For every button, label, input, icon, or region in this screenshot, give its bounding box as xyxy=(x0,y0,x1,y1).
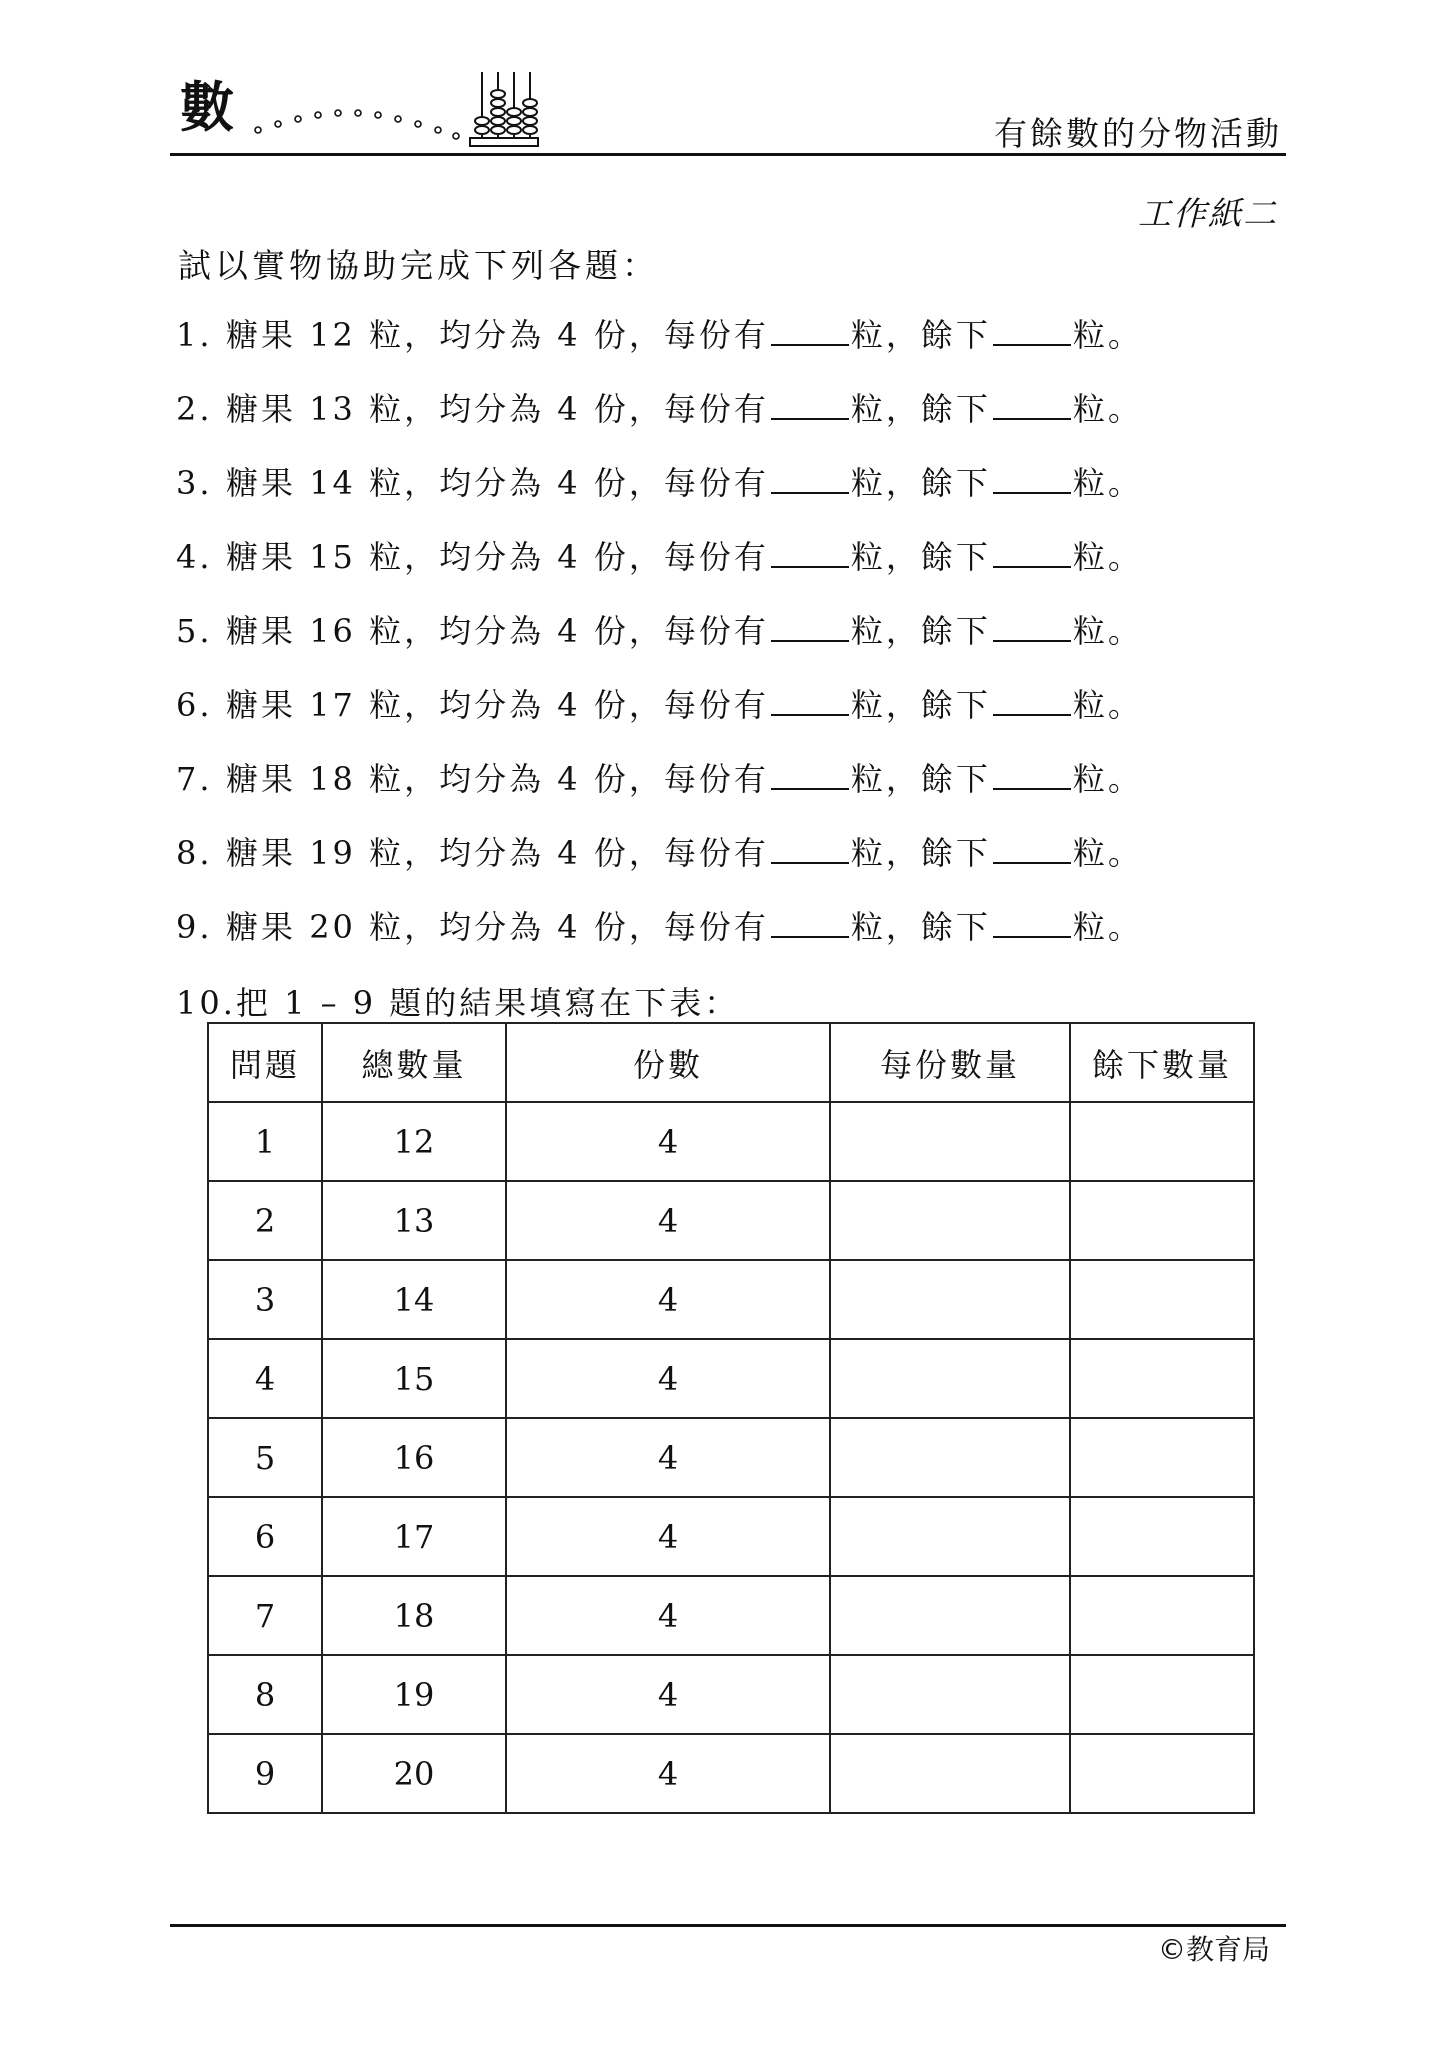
question-each-text: ，每份有 xyxy=(628,908,769,946)
question-number: 1. xyxy=(176,316,213,354)
cell-remainder[interactable] xyxy=(1070,1734,1254,1813)
question-each-text: ，每份有 xyxy=(628,390,769,428)
question-remain-text: ，餘下 xyxy=(885,760,991,798)
cell-remainder[interactable] xyxy=(1070,1260,1254,1339)
question-parts-unit: 份 xyxy=(593,834,629,872)
cell-total: 13 xyxy=(322,1181,506,1260)
cell-remainder[interactable] xyxy=(1070,1102,1254,1181)
answer-remainder-blank[interactable] xyxy=(993,760,1071,790)
header-total: 總數量 xyxy=(322,1023,506,1102)
question-end: 粒。 xyxy=(1072,316,1143,354)
question-unit2: 粒 xyxy=(850,316,886,354)
question-prefix: 糖果 xyxy=(226,760,297,798)
cell-total: 17 xyxy=(322,1497,506,1576)
copyright-text: ©教育局 xyxy=(1157,1933,1270,1966)
question-remain-text: ，餘下 xyxy=(885,390,991,428)
cell-parts: 4 xyxy=(506,1102,830,1181)
question-unit2: 粒 xyxy=(850,390,886,428)
logo-character: 數 xyxy=(180,76,232,139)
answer-each-blank[interactable] xyxy=(771,908,849,938)
question-end: 粒。 xyxy=(1072,686,1143,724)
question-unit2: 粒 xyxy=(850,612,886,650)
question-item xyxy=(176,680,1143,754)
cell-parts: 4 xyxy=(506,1181,830,1260)
question-parts: 4 xyxy=(557,316,581,354)
question-divide-text: ，均分為 xyxy=(404,760,545,798)
question-number: 9. xyxy=(176,908,213,946)
question-divide-text: ，均分為 xyxy=(404,908,545,946)
question-divide-text: ，均分為 xyxy=(404,686,545,724)
question-parts: 4 xyxy=(557,464,581,502)
cell-remainder[interactable] xyxy=(1070,1497,1254,1576)
cell-each[interactable] xyxy=(830,1734,1070,1813)
question-end: 粒。 xyxy=(1072,760,1143,798)
question-total: 13 xyxy=(309,390,356,428)
question-total: 16 xyxy=(309,612,356,650)
result-table xyxy=(207,1022,1255,1814)
question-parts: 4 xyxy=(557,390,581,428)
question-unit2: 粒 xyxy=(850,538,886,576)
question-unit2: 粒 xyxy=(850,464,886,502)
answer-remainder-blank[interactable] xyxy=(993,316,1071,346)
question-parts: 4 xyxy=(557,760,581,798)
header-remainder: 餘下數量 xyxy=(1070,1023,1254,1102)
cell-question: 4 xyxy=(208,1339,322,1418)
question-item xyxy=(176,606,1143,680)
question-divide-text: ，均分為 xyxy=(404,464,545,502)
table-row xyxy=(208,1260,1254,1339)
page-title: 有餘數的分物活動 xyxy=(994,114,1282,153)
table-row xyxy=(208,1102,1254,1181)
question-unit: 粒 xyxy=(369,464,405,502)
answer-remainder-blank[interactable] xyxy=(993,686,1071,716)
question-remain-text: ，餘下 xyxy=(885,464,991,502)
question-number: 5. xyxy=(176,612,213,650)
question-parts-unit: 份 xyxy=(593,390,629,428)
cell-each[interactable] xyxy=(830,1339,1070,1418)
question-number: 8. xyxy=(176,834,213,872)
cell-total: 14 xyxy=(322,1260,506,1339)
question-end: 粒。 xyxy=(1072,464,1143,502)
question-total: 19 xyxy=(309,834,356,872)
cell-each[interactable] xyxy=(830,1655,1070,1734)
question-unit: 粒 xyxy=(369,908,405,946)
cell-each[interactable] xyxy=(830,1102,1070,1181)
question-item xyxy=(176,828,1143,902)
worksheet-label: 工作紙二 xyxy=(1138,194,1278,233)
cell-parts: 4 xyxy=(506,1497,830,1576)
table-row xyxy=(208,1655,1254,1734)
question-unit: 粒 xyxy=(369,538,405,576)
question-total: 14 xyxy=(309,464,356,502)
table-row xyxy=(208,1734,1254,1813)
cell-question: 5 xyxy=(208,1418,322,1497)
answer-remainder-blank[interactable] xyxy=(993,908,1071,938)
question-list xyxy=(176,310,1143,976)
cell-parts: 4 xyxy=(506,1734,830,1813)
header-divider xyxy=(170,153,1286,156)
question-prefix: 糖果 xyxy=(226,612,297,650)
question-each-text: ，每份有 xyxy=(628,612,769,650)
abacus-icon xyxy=(468,68,540,150)
header-question: 問題 xyxy=(208,1023,322,1102)
cell-total: 19 xyxy=(322,1655,506,1734)
question-parts: 4 xyxy=(557,686,581,724)
question-number: 3. xyxy=(176,464,213,502)
cell-total: 20 xyxy=(322,1734,506,1813)
cell-parts: 4 xyxy=(506,1339,830,1418)
question-end: 粒。 xyxy=(1072,538,1143,576)
question-unit: 粒 xyxy=(369,760,405,798)
question-item xyxy=(176,754,1143,828)
cell-each[interactable] xyxy=(830,1576,1070,1655)
question-total: 20 xyxy=(309,908,356,946)
answer-each-blank[interactable] xyxy=(771,464,849,494)
answer-each-blank[interactable] xyxy=(771,686,849,716)
question-prefix: 糖果 xyxy=(226,686,297,724)
question-number: 2. xyxy=(176,390,213,428)
cell-remainder[interactable] xyxy=(1070,1655,1254,1734)
question-parts-unit: 份 xyxy=(593,908,629,946)
question-each-text: ，每份有 xyxy=(628,464,769,502)
answer-remainder-blank[interactable] xyxy=(993,612,1071,642)
cell-question: 7 xyxy=(208,1576,322,1655)
question-parts: 4 xyxy=(557,908,581,946)
cell-parts: 4 xyxy=(506,1576,830,1655)
header-each: 每份數量 xyxy=(830,1023,1070,1102)
question-parts-unit: 份 xyxy=(593,686,629,724)
question-parts: 4 xyxy=(557,538,581,576)
cell-each[interactable] xyxy=(830,1181,1070,1260)
question-each-text: ，每份有 xyxy=(628,316,769,354)
table-row xyxy=(208,1418,1254,1497)
question-unit: 粒 xyxy=(369,316,405,354)
question-end: 粒。 xyxy=(1072,612,1143,650)
question-unit2: 粒 xyxy=(850,908,886,946)
question-number: 4. xyxy=(176,538,213,576)
question-parts-unit: 份 xyxy=(593,612,629,650)
cell-parts: 4 xyxy=(506,1655,830,1734)
question-item xyxy=(176,458,1143,532)
question-each-text: ，每份有 xyxy=(628,834,769,872)
question-remain-text: ，餘下 xyxy=(885,316,991,354)
answer-remainder-blank[interactable] xyxy=(993,390,1071,420)
question-divide-text: ，均分為 xyxy=(404,834,545,872)
question-parts-unit: 份 xyxy=(593,538,629,576)
cell-total: 12 xyxy=(322,1102,506,1181)
table-header-row xyxy=(208,1023,1254,1102)
answer-remainder-blank[interactable] xyxy=(993,464,1071,494)
question-unit2: 粒 xyxy=(850,834,886,872)
question-divide-text: ，均分為 xyxy=(404,538,545,576)
logo xyxy=(180,78,232,138)
cell-question: 2 xyxy=(208,1181,322,1260)
question-10: 10.把 1 – 9 題的結果填寫在下表： xyxy=(176,984,740,1022)
question-each-text: ，每份有 xyxy=(628,538,769,576)
question-unit: 粒 xyxy=(369,612,405,650)
question-prefix: 糖果 xyxy=(226,390,297,428)
table-row xyxy=(208,1339,1254,1418)
question-remain-text: ，餘下 xyxy=(885,908,991,946)
table-row xyxy=(208,1181,1254,1260)
question-end: 粒。 xyxy=(1072,834,1143,872)
dotted-arc-icon xyxy=(250,78,650,158)
cell-remainder[interactable] xyxy=(1070,1181,1254,1260)
cell-total: 16 xyxy=(322,1418,506,1497)
answer-remainder-blank[interactable] xyxy=(993,834,1071,864)
answer-each-blank[interactable] xyxy=(771,316,849,346)
cell-remainder[interactable] xyxy=(1070,1339,1254,1418)
question-divide-text: ，均分為 xyxy=(404,390,545,428)
question-divide-text: ，均分為 xyxy=(404,612,545,650)
cell-parts: 4 xyxy=(506,1418,830,1497)
question-each-text: ，每份有 xyxy=(628,686,769,724)
question-total: 18 xyxy=(309,760,356,798)
answer-each-blank[interactable] xyxy=(771,760,849,790)
table-row xyxy=(208,1576,1254,1655)
question-parts-unit: 份 xyxy=(593,760,629,798)
question-divide-text: ，均分為 xyxy=(404,316,545,354)
question-prefix: 糖果 xyxy=(226,908,297,946)
question-remain-text: ，餘下 xyxy=(885,612,991,650)
footer-divider xyxy=(170,1924,1286,1927)
question-remain-text: ，餘下 xyxy=(885,686,991,724)
answer-each-blank[interactable] xyxy=(771,390,849,420)
answer-each-blank[interactable] xyxy=(771,834,849,864)
cell-parts: 4 xyxy=(506,1260,830,1339)
question-prefix: 糖果 xyxy=(226,538,297,576)
question-parts: 4 xyxy=(557,612,581,650)
question-parts: 4 xyxy=(557,834,581,872)
question-item xyxy=(176,902,1143,976)
answer-each-blank[interactable] xyxy=(771,612,849,642)
question-end: 粒。 xyxy=(1072,908,1143,946)
question-prefix: 糖果 xyxy=(226,316,297,354)
cell-remainder[interactable] xyxy=(1070,1418,1254,1497)
question-item xyxy=(176,310,1143,384)
cell-each[interactable] xyxy=(830,1260,1070,1339)
cell-question: 6 xyxy=(208,1497,322,1576)
question-each-text: ，每份有 xyxy=(628,760,769,798)
question-unit: 粒 xyxy=(369,686,405,724)
cell-each[interactable] xyxy=(830,1497,1070,1576)
question-parts-unit: 份 xyxy=(593,316,629,354)
question-total: 17 xyxy=(309,686,356,724)
question-total: 12 xyxy=(309,316,356,354)
cell-question: 9 xyxy=(208,1734,322,1813)
question-number: 7. xyxy=(176,760,213,798)
cell-question: 8 xyxy=(208,1655,322,1734)
question-unit2: 粒 xyxy=(850,686,886,724)
cell-total: 15 xyxy=(322,1339,506,1418)
question-remain-text: ，餘下 xyxy=(885,834,991,872)
question-unit: 粒 xyxy=(369,390,405,428)
question-item xyxy=(176,384,1143,458)
answer-remainder-blank[interactable] xyxy=(993,538,1071,568)
question-item xyxy=(176,532,1143,606)
question-number: 6. xyxy=(176,686,213,724)
cell-each[interactable] xyxy=(830,1418,1070,1497)
cell-question: 3 xyxy=(208,1260,322,1339)
question-total: 15 xyxy=(309,538,356,576)
question-parts-unit: 份 xyxy=(593,464,629,502)
instruction-text: 試以實物協助完成下列各題： xyxy=(178,246,659,285)
table-row xyxy=(208,1497,1254,1576)
answer-each-blank[interactable] xyxy=(771,538,849,568)
header-parts: 份數 xyxy=(506,1023,830,1102)
question-unit2: 粒 xyxy=(850,760,886,798)
cell-remainder[interactable] xyxy=(1070,1576,1254,1655)
question-prefix: 糖果 xyxy=(226,464,297,502)
question-unit: 粒 xyxy=(369,834,405,872)
question-remain-text: ，餘下 xyxy=(885,538,991,576)
question-end: 粒。 xyxy=(1072,390,1143,428)
cell-question: 1 xyxy=(208,1102,322,1181)
cell-total: 18 xyxy=(322,1576,506,1655)
question-prefix: 糖果 xyxy=(226,834,297,872)
